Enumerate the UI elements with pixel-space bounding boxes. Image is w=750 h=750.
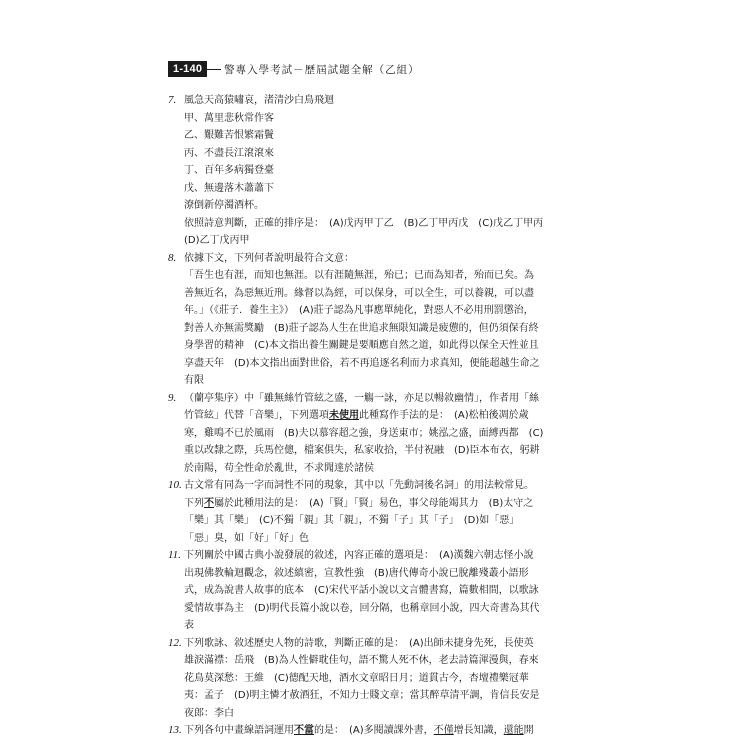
text-segment: 增長知識，	[453, 725, 504, 736]
text-line: 於南陽，苟全性命於亂世，不求聞達於諸侯	[184, 462, 374, 474]
text-line: 對善人亦無需獎勵 (B)莊子認為人生在世追求無限知識是疲憊的，但仍須保有終	[184, 322, 539, 334]
question-number: 9.	[168, 391, 177, 404]
text-line: 夜郎：李白	[184, 707, 234, 719]
text-line: 愛情故事為主 (D)明代長篇小說以卷，回分隔，也稱章回小說，四大奇書為其代	[184, 602, 540, 614]
text-line: 下列歌詠、敘述歷史人物的詩歌，判斷正確的是： (A)出師未捷身先死，長使英	[184, 637, 534, 649]
question-number: 8.	[168, 251, 177, 264]
question-list	[168, 92, 584, 740]
question-9	[168, 390, 584, 478]
text-line: 下列關於中國古典小說發展的敘述，內容正確的選項是： (A)漢魏六朝志怪小說	[184, 550, 534, 561]
question-8	[168, 250, 584, 390]
question-number: 11.	[168, 549, 181, 561]
question-11	[168, 547, 584, 635]
text-line: 古文常有同為一字而詞性不同的現象，其中以「先動詞後名詞」的用法較常見。	[184, 480, 534, 491]
text-line: 「惡」臭，如「好」「好」色	[184, 532, 309, 544]
text-line: 式，成為說書人故事的底本 (C)宋代平話小說以文言體書寫，篇數相間，以歌詠	[184, 585, 539, 596]
book-title: 警專入學考試－歷屆試題全解（乙組）	[224, 63, 420, 76]
text-line: 「吾生也有涯，而知也無涯。以有涯隨無涯，殆已；已而為知者，殆而已矣。為	[184, 270, 534, 281]
text-line: 甲、萬里悲秋常作客	[184, 112, 274, 124]
text-line: 風急天高猿嘯哀，渚清沙白鳥飛迴	[184, 95, 334, 106]
text-line: 戊、無邊落木蕭蕭下	[184, 182, 274, 194]
text-line	[184, 722, 584, 740]
text-line: （蘭亭集序）中「雖無絲竹管絃之盛，一觴一詠，亦足以暢敘幽情」，作者用「絲	[184, 392, 539, 404]
question-number: 7.	[168, 94, 177, 106]
question-12	[168, 635, 584, 723]
question-body	[184, 477, 584, 547]
question-body	[184, 722, 584, 740]
question-body	[184, 390, 584, 478]
text-line: 表	[184, 620, 194, 631]
text-segment: 下列	[184, 497, 204, 509]
underlined-term: 不僅	[433, 725, 454, 736]
text-line: 「樂」其「樂」 (C)不獨「親」其「親」，不獨「子」其「子」 (D)如「惡」	[184, 515, 520, 526]
text-line: 善無近名，為惡無近刑。緣督以為經，可以保身，可以全生，可以養親，可以盡	[184, 287, 534, 299]
text-line: 花鳥莫深愁：王維 (C)德配天地，酒水文章昭日月；道貫古今，杏壇禮樂冠華	[184, 672, 529, 684]
text-line: 年。」（《莊子．養生主》） (A)莊子認為凡事應單純化，對惡人不必用刑罰懲治，	[184, 305, 534, 316]
question-number: 10.	[168, 479, 182, 491]
question-body	[184, 635, 584, 723]
question-body	[184, 92, 584, 250]
text-line: 依據下文，下列何者說明最符合文意：	[184, 252, 354, 264]
text-line	[184, 407, 584, 425]
text-segment: 竹管絃」代替「音樂」，下列選項	[184, 410, 329, 421]
emphasis-underline: 未使用	[329, 410, 359, 421]
text-line: 丙、不盡長江滾滾來	[184, 147, 274, 159]
underlined-term: 還能	[503, 725, 524, 736]
text-segment: 屬於此種用法的是： (A)「賢」「賢」易色，事父母能竭其力 (B)太守之	[214, 497, 534, 509]
question-body	[184, 250, 584, 390]
emphasis-underline: 不	[204, 497, 214, 509]
text-line: (D)乙丁戊丙甲	[184, 235, 250, 246]
question-10	[168, 477, 584, 547]
text-line: 丁、百年多病獨登臺	[184, 165, 274, 176]
emphasis-underline: 不當	[294, 725, 314, 736]
text-line: 有限	[184, 375, 204, 386]
text-line	[184, 495, 584, 513]
text-segment: 開	[523, 725, 534, 736]
text-segment: 下列各句中畫線語詞運用	[184, 725, 294, 736]
text-line: 享盡天年 (D)本文指出面對世俗，若不再追逐名利而力求真知，便能超越生命之	[184, 357, 540, 369]
text-line: 身學習的精神 (C)本文指出養生關鍵是要順應自然之道，如此得以保全天性並且	[184, 340, 539, 351]
page-header	[168, 61, 420, 77]
text-line: 重以改隸之際，兵馬倥傯，檔案俱失，私家收拾，半付祝融 (D)臣本布衣，躬耕	[184, 445, 540, 456]
question-number: 13.	[168, 724, 182, 736]
question-7	[168, 92, 584, 250]
header-rule	[207, 69, 221, 70]
text-line: 雄淚滿襟：岳飛 (B)為人性僻耽佳句，語不驚人死不休，老去詩篇渾漫與，春來	[184, 655, 539, 666]
text-line: 乙、艱難苦恨繁霜鬢	[184, 130, 274, 141]
question-body	[184, 547, 584, 635]
text-line: 寒，雞鳴不已於風雨 (B)夫以慕容超之強，身送東市；姚泓之盛，面縛西都 (C)	[184, 427, 544, 439]
text-line: 潦倒新停濁酒杯。	[184, 200, 264, 211]
text-segment: 的是： (A)多閱讀課外書，	[314, 725, 434, 736]
question-number: 12.	[168, 636, 182, 649]
text-line: 出現佛教輪迴觀念，敘述縝密，宣教性強 (B)唐代傳奇小說已脫離殘叢小語形	[184, 567, 529, 579]
text-segment: 此種寫作手法的是： (A)松柏後凋於歲	[359, 410, 529, 421]
question-13	[168, 722, 584, 740]
page-number: 1-140	[168, 61, 207, 77]
text-line: 夷：孟子 (D)明主憐才赦酒狂，不知力士賤文章；當其醉草清平調，肯信長安是	[184, 690, 540, 701]
text-line: 依照詩意判斷，正確的排序是： (A)戊丙甲丁乙 (B)乙丁甲丙戊 (C)戊乙丁甲丙	[184, 217, 544, 229]
